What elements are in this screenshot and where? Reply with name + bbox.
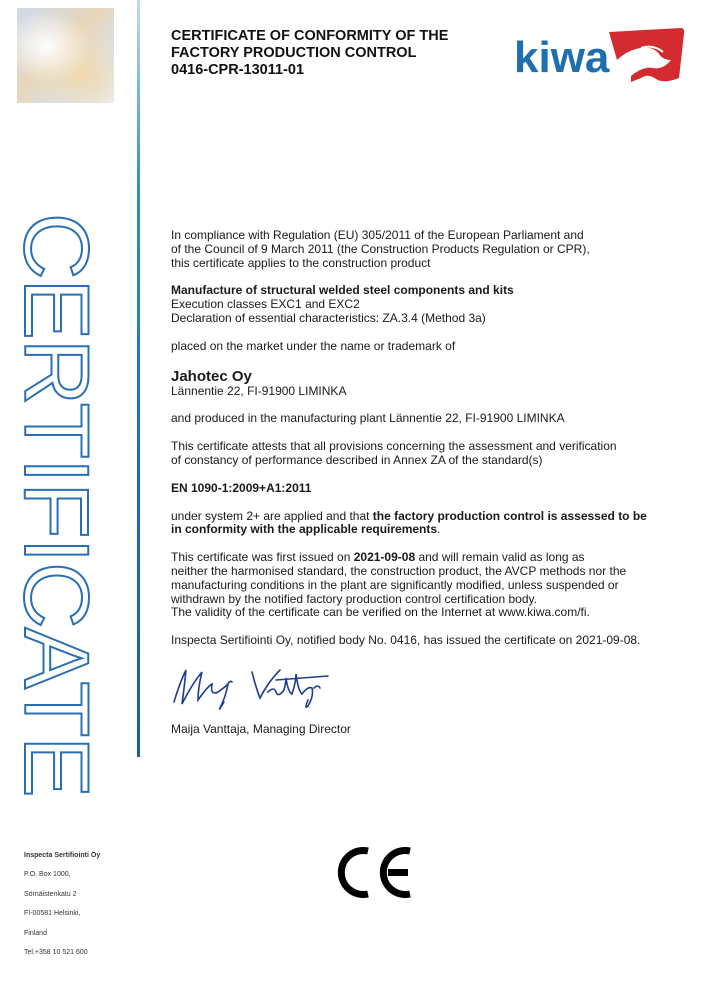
issuer-city: FI-00581 Helsinki, <box>24 910 81 918</box>
kiwa-logo <box>513 26 685 84</box>
attest-line-1: This certificate attests that all provisions concerning the assessment and verification <box>171 439 617 454</box>
system-statement <box>171 510 671 524</box>
issuer-po-box: P.O. Box 1000, <box>24 871 71 879</box>
attest-line-2: of constancy of performance described in Annex ZA of the standard(s) <box>171 452 543 467</box>
issuer-address-block <box>24 846 100 962</box>
ce-mark-c <box>341 851 368 895</box>
manufacturing-plant: and produced in the manufacturing plant Lännentie 22, FI-91900 LIMINKA <box>171 411 565 426</box>
system-prefix: under system 2+ are applied and that <box>171 508 373 523</box>
certificate-title <box>171 28 491 79</box>
handwritten-signature <box>168 662 338 712</box>
issued-suffix: and will remain valid as long as <box>415 550 585 565</box>
certificate-body <box>171 229 671 648</box>
harmonised-standard: EN 1090-1:2009+A1:2011 <box>171 480 312 495</box>
execution-classes: Execution classes EXC1 and EXC2 <box>171 297 360 312</box>
validity-line-1: neither the harmonised standard, the construction product, the AVCP methods nor the <box>171 563 627 578</box>
system-suffix: . <box>437 522 441 537</box>
title-line-1: CERTIFICATE OF CONFORMITY OF THE <box>171 28 449 44</box>
issued-prefix: This certificate was first issued on <box>171 550 354 565</box>
product-title: Manufacture of structural welded steel components and kits <box>171 283 514 298</box>
intro-line-1: In compliance with Regulation (EU) 305/2011 of the European Parliament and <box>171 228 584 242</box>
placed-on-market: placed on the market under the name or trademark of <box>171 338 456 353</box>
issuer-company: Inspecta Sertifiointi Oy <box>24 852 101 859</box>
issuer-street: Sörnäistenkatu 2 <box>24 890 77 898</box>
issued-statement <box>171 551 671 565</box>
certificate-number: 0416-CPR-13011-01 <box>171 62 305 78</box>
intro-line-2: of the Council of 9 March 2011 (the Construction Products Regulation or CPR), <box>171 241 590 256</box>
notified-body-statement: Inspecta Sertifiointi Oy, notified body No. 0416, has issued the certificate on 2021-09-08. <box>171 633 641 648</box>
kiwa-logo-red-shape <box>609 28 684 82</box>
issuer-country: Finland <box>24 929 47 937</box>
kiwa-logo-text: kiwa <box>514 33 610 82</box>
issuer-phone: Tel.+358 10 521 600 <box>24 949 88 957</box>
system-bold-2: in conformity with the applicable requirements <box>171 522 438 537</box>
validity-line-3: withdrawn by the notified factory production control certification body. <box>171 591 537 606</box>
ce-mark-e <box>383 851 410 895</box>
signatory-name: Maija Vanttaja, Managing Director <box>171 722 351 736</box>
system-bold-1: the factory production control is assessed to be <box>372 508 647 523</box>
validity-line-4: The validity of the certificate can be verified on the Internet at www.kiwa.com/fi. <box>171 605 590 620</box>
certificate-watermark-text: CERTIFICATE <box>5 213 107 797</box>
system-statement-cont <box>171 523 671 537</box>
essential-characteristics: Declaration of essential characteristics: ZA.3.4 (Method 3a) <box>171 310 486 325</box>
ce-mark <box>336 845 414 900</box>
intro-line-3: this certificate applies to the construction product <box>171 255 431 270</box>
title-line-2: FACTORY PRODUCTION CONTROL <box>171 45 417 61</box>
issued-date: 2021-09-08 <box>353 550 416 565</box>
company-address: Lännentie 22, FI-91900 LIMINKA <box>171 383 347 398</box>
validity-line-2: manufacturing conditions in the plant are significantly modified, unless suspended or <box>171 577 619 592</box>
company-name: Jahotec Oy <box>171 367 252 385</box>
